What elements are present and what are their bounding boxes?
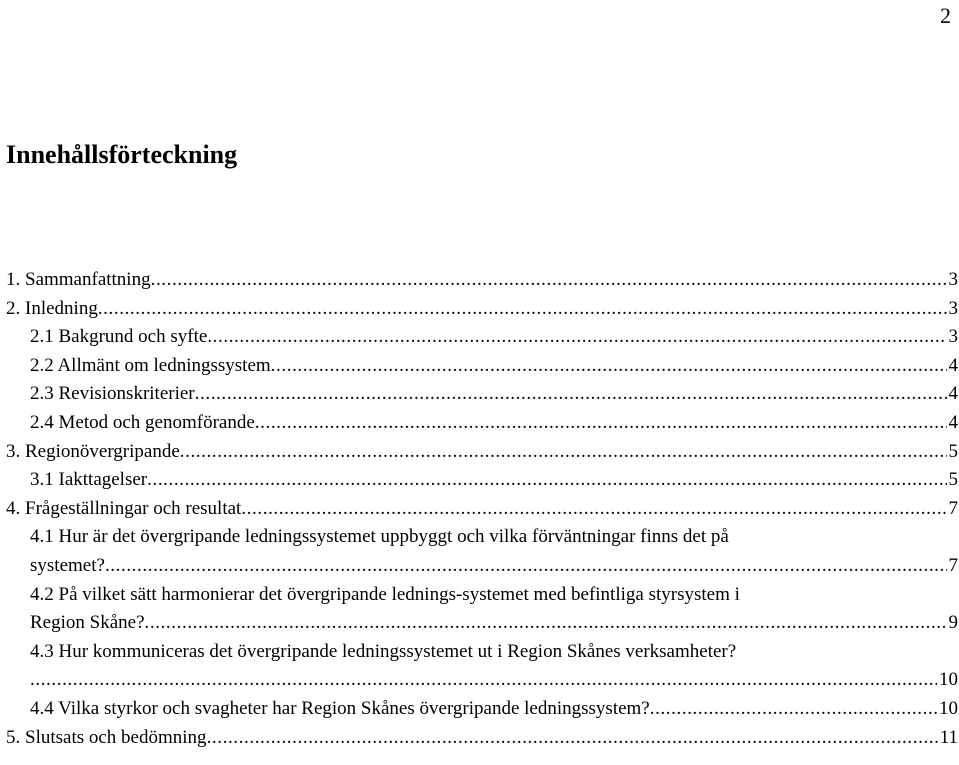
toc-entry-label: 3.1 Iakttagelser xyxy=(30,469,148,491)
toc-entry-bakgrund[interactable] xyxy=(6,323,958,352)
toc-entry-label: 2.3 Revisionskriterier xyxy=(30,383,195,405)
toc-entry-4-1[interactable] xyxy=(6,523,958,580)
toc-entry-page: 7 xyxy=(948,554,958,576)
toc-entry-4-4[interactable] xyxy=(6,695,958,724)
toc-entry-inledning[interactable] xyxy=(6,295,958,324)
toc-entry-label-line1: 4.1 Hur är det övergripande ledningssystemet uppbyggt och vilka förväntningar finns det på xyxy=(30,526,729,548)
toc-entry-metod[interactable] xyxy=(6,409,958,438)
toc-entry-label: 4.4 Vilka styrkor och svagheter har Region Skånes övergripande ledningssystem? xyxy=(30,697,650,719)
toc-entry-label: 5. Slutsats och bedömning xyxy=(6,726,207,748)
dot-leader xyxy=(255,409,947,438)
dot-leader xyxy=(151,266,947,295)
toc-entry-label: 2. Inledning xyxy=(6,297,98,319)
toc-entry-page: 10 xyxy=(939,669,958,691)
toc-entry-label: 2.4 Metod och genomförande xyxy=(30,411,255,433)
dot-leader xyxy=(105,552,947,581)
dot-leader xyxy=(207,323,946,352)
toc-entry-label: 3. Regionövergripande xyxy=(6,440,180,462)
toc-entry-label: 4. Frågeställningar och resultat xyxy=(6,497,242,519)
toc-entry-page: 3 xyxy=(948,269,958,290)
toc-entry-page: 4 xyxy=(948,354,958,376)
toc-entry-label: 2.1 Bakgrund och syfte xyxy=(30,326,208,348)
toc-entry-label: systemet? xyxy=(30,554,105,576)
toc-entry-sammanfattning[interactable] xyxy=(6,266,958,295)
toc-entry-slutsats[interactable] xyxy=(6,724,958,753)
toc-entry-4-3[interactable] xyxy=(6,638,958,695)
toc-entry-page: 3 xyxy=(948,326,958,348)
dot-leader xyxy=(30,666,937,695)
dot-leader xyxy=(145,609,947,638)
toc-entry-page: 5 xyxy=(948,440,958,462)
toc-title: Innehållsförteckning xyxy=(6,140,238,169)
page-number: 2 xyxy=(940,3,951,28)
dot-leader xyxy=(207,724,938,753)
toc-entry-iakttagelser[interactable] xyxy=(6,466,958,495)
toc-entry-page: 10 xyxy=(939,697,958,719)
toc-entry-4-2[interactable] xyxy=(6,581,958,638)
toc-entry-label: Region Skåne? xyxy=(30,612,145,634)
toc-entry-page: 9 xyxy=(948,612,958,634)
toc-entry-page: 5 xyxy=(948,469,958,491)
toc-entry-allmant[interactable] xyxy=(6,352,958,381)
toc-entry-fragestallningar[interactable] xyxy=(6,495,958,524)
dot-leader xyxy=(195,380,947,409)
toc-entry-page: 4 xyxy=(948,411,958,433)
toc-entry-page: 7 xyxy=(948,497,958,519)
toc-entry-label-line1: 4.2 På vilket sätt harmonierar det övergripande lednings-systemet med befintliga styrsystem i xyxy=(30,583,740,605)
dot-leader xyxy=(98,295,947,324)
dot-leader xyxy=(180,438,947,467)
dot-leader xyxy=(271,352,947,381)
toc-entry-regionovergripande[interactable] xyxy=(6,438,958,467)
dot-leader xyxy=(650,695,937,724)
toc-entry-page: 11 xyxy=(939,726,958,748)
toc-entry-label-line1: 4.3 Hur kommuniceras det övergripande ledningssystemet ut i Region Skånes verksamheter? xyxy=(30,640,737,662)
toc-entry-revisionskriterier[interactable] xyxy=(6,380,958,409)
table-of-contents xyxy=(6,266,958,752)
toc-entry-page: 3 xyxy=(948,297,958,319)
dot-leader xyxy=(147,466,946,495)
toc-entry-label: 2.2 Allmänt om ledningssystem xyxy=(30,354,271,376)
dot-leader xyxy=(241,495,946,524)
toc-entry-label: 1. Sammanfattning xyxy=(6,269,151,290)
toc-entry-page: 4 xyxy=(948,383,958,405)
